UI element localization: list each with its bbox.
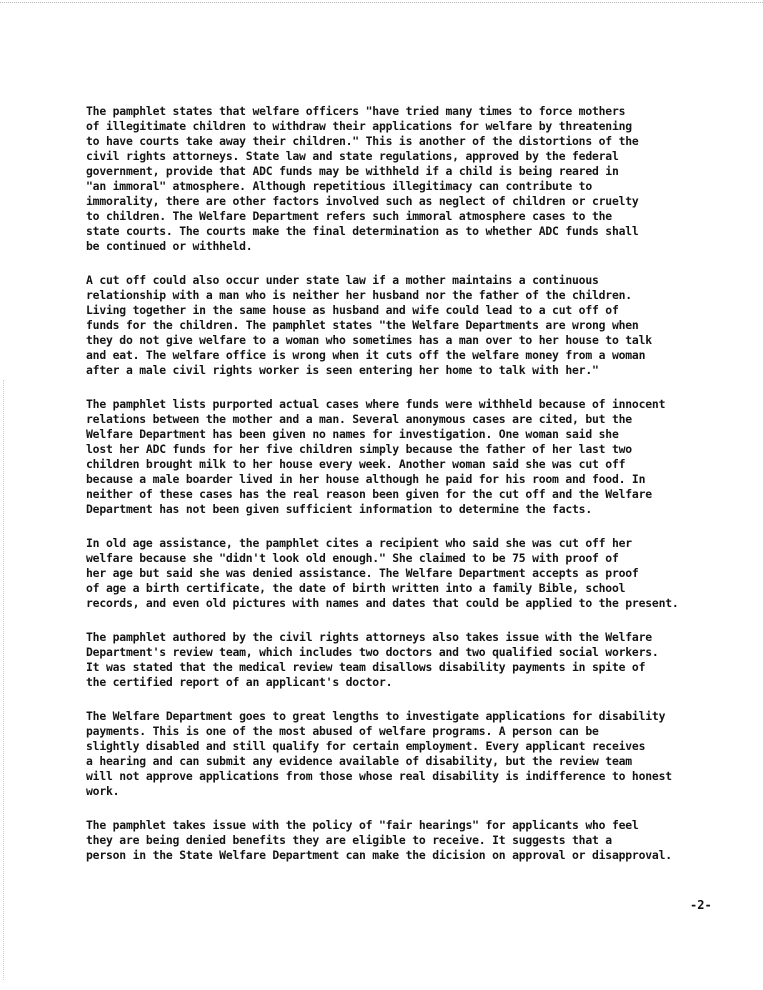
- paragraph-disability-payments: The Welfare Department goes to great lengths to investigate applications for disability payments. This is one of the most abused of welfare programs. A person can be slightly disabled and still qualify for certain employment. Every applicant receives a hearing and can submit any evidence available of disability, but the review team will not approve applications from those whose real disability is indifference to honest work.: [86, 709, 672, 798]
- paragraph-old-age-assistance: In old age assistance, the pamphlet cites a recipient who said she was cut off her welfare because she "didn't look old enough." She claimed to be 75 with proof of her age but said she was denied assistance. The Welfare Department accepts as proof of age a birth certificate, the date of birth written into a family Bible, school records, and even old pictures with names and dates that could be applied to the present.: [86, 536, 679, 610]
- page-left-edge: [3, 380, 5, 980]
- paragraph-review-team: The pamphlet authored by the civil rights attorneys also takes issue with the Welfare Department's review team, which includes two doctors and two qualified social workers. It was stated that the medical review team disallows disability payments in spite of the certified report of an applicant's doctor.: [86, 630, 659, 689]
- paragraph-purported-cases: The pamphlet lists purported actual cases where funds were withheld because of innocent relations between the mother and a man. Several anonymous cases are cited, but the Welfare Department has been given no names for investigation. One woman said she lost her ADC funds for her five children simply because the father of her last two children brought milk to her house every week. Another woman said she was cut off because a male boarder lived in her house although he paid for his room and food. In neither of these cases has the real reason been given for the cut off and the Welfare Department has not been given sufficient information to determine the facts.: [86, 397, 666, 516]
- paragraph-force-mothers: The pamphlet states that welfare officers "have tried many times to force mothers of illegitimate children to withdraw their applications for welfare by threatening to have courts take away their children." This is another of the distortions of the civil rights attorneys. State law and state regulations, approved by the federal government, provide that ADC funds may be withheld if a child is being reared in "an immoral" atmosphere. Although repetitious illegitimacy can contribute to immorality, there are other factors involved such as neglect of children or cruelty to children. The Welfare Department refers such immoral atmosphere cases to the state courts. The courts make the final determination as to whether ADC funds shall be continued or withheld.: [86, 104, 639, 253]
- page-top-edge: [0, 2, 763, 5]
- paragraph-fair-hearings: The pamphlet takes issue with the policy of "fair hearings" for applicants who feel they are being denied benefits they are eligible to receive. It suggests that a person in the State Welfare Department can make the dicision on approval or disapproval.: [86, 818, 672, 862]
- paragraph-cut-off-relationship: A cut off could also occur under state law if a mother maintains a continuous relationship with a man who is neither her husband nor the father of the children. Living together in the same house as husband and wife could lead to a cut off of funds for the children. The pamphlet states "the Welfare Departments are wrong when they do not give welfare to a woman who sometimes has a man over to her house to talk and eat. The welfare office is wrong when it cuts off the welfare money from a woman after a male civil rights worker is seen entering her home to talk with her.": [86, 273, 652, 377]
- document-body: [86, 104, 751, 882]
- page-number: -2-: [690, 898, 712, 912]
